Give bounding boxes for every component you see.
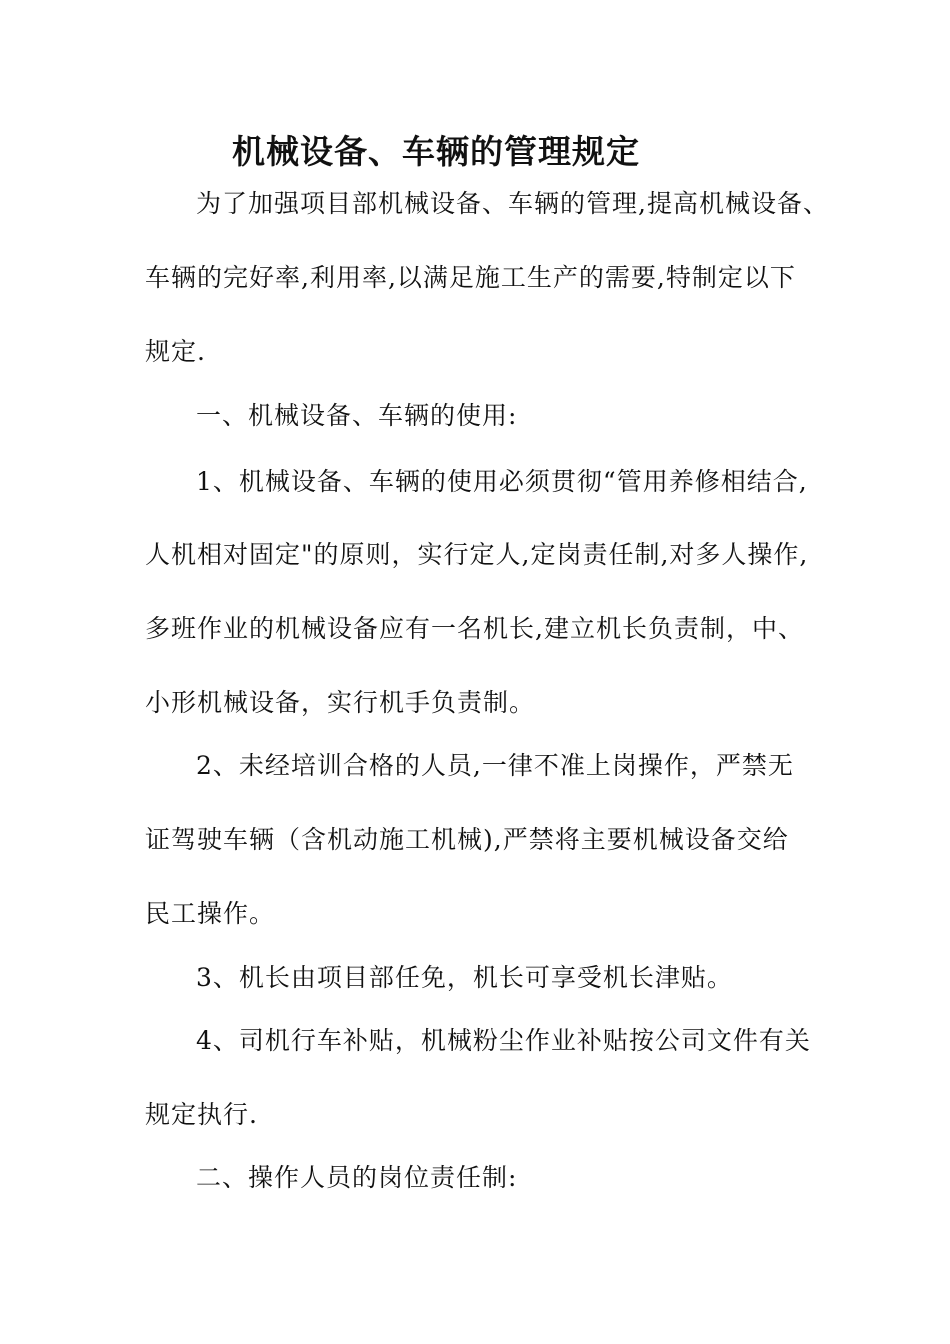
paragraph-line: 规定. bbox=[145, 337, 206, 366]
paragraph-line: 小形机械设备，实行机手负责制。 bbox=[145, 688, 536, 717]
paragraph-line: 车辆的完好率,利用率,以满足施工生产的需要,特制定以下 bbox=[145, 263, 796, 292]
document-title: 机械设备、车辆的管理规定 bbox=[232, 132, 640, 171]
section-heading: 一、机械设备、车辆的使用: bbox=[196, 401, 518, 430]
paragraph-line: 民工操作。 bbox=[145, 899, 276, 928]
paragraph-line: 3、机长由项目部任免，机长可享受机长津贴。 bbox=[196, 963, 733, 992]
paragraph-line: 规定执行. bbox=[145, 1100, 258, 1129]
paragraph-line: 人机相对固定"的原则，实行定人,定岗责任制,对多人操作, bbox=[145, 540, 809, 569]
paragraph-line: 证驾驶车辆（含机动施工机械),严禁将主要机械设备交给 bbox=[145, 825, 789, 854]
section-heading: 二、操作人员的岗位责任制: bbox=[196, 1163, 518, 1192]
paragraph-line: 4、司机行车补贴，机械粉尘作业补贴按公司文件有关 bbox=[196, 1026, 811, 1055]
paragraph-line: 为了加强项目部机械设备、车辆的管理,提高机械设备、 bbox=[196, 189, 829, 218]
paragraph-line: 1、机械设备、车辆的使用必须贯彻“管用养修相结合, bbox=[196, 467, 808, 496]
paragraph-line: 2、未经培训合格的人员,一律不准上岗操作，严禁无 bbox=[196, 751, 794, 780]
paragraph-line: 多班作业的机械设备应有一名机长,建立机长负责制，中、 bbox=[145, 614, 804, 643]
